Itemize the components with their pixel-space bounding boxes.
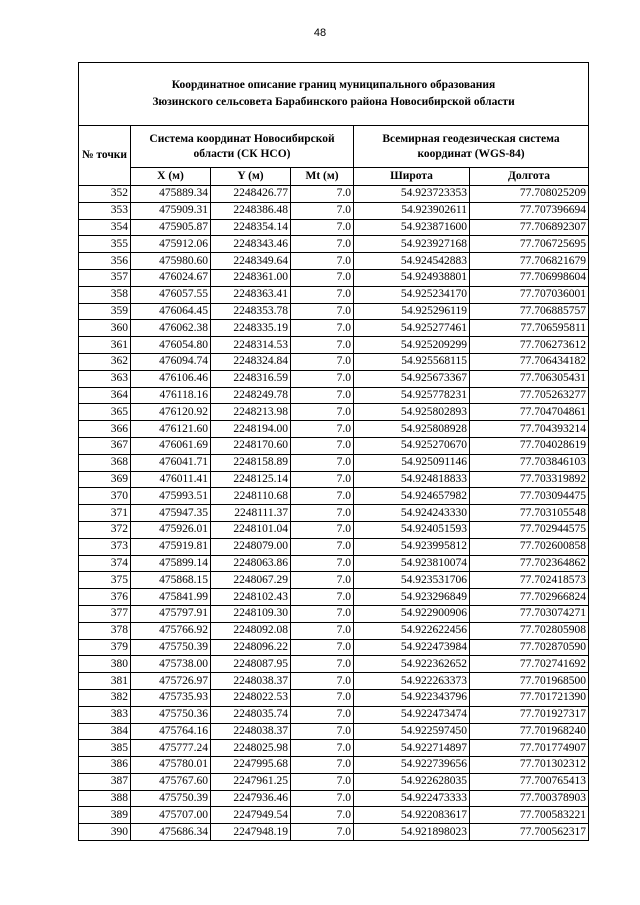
- longitude-cell: 77.705263277: [470, 387, 589, 404]
- x-cell: 475909.31: [131, 202, 211, 219]
- point-number-cell: 361: [79, 337, 131, 354]
- point-number-cell: 354: [79, 219, 131, 236]
- latitude-cell: 54.923995812: [354, 538, 470, 555]
- table-row: [79, 269, 589, 286]
- table-title-line-1: Координатное описание границ муниципального образования: [171, 79, 496, 91]
- table-row: [79, 639, 589, 656]
- latitude-cell: 54.922739656: [354, 757, 470, 774]
- table-row: [79, 773, 589, 790]
- y-cell: 2248063.86: [211, 555, 291, 572]
- point-number-cell: 358: [79, 286, 131, 303]
- y-cell: 2248426.77: [211, 186, 291, 203]
- x-cell: 475993.51: [131, 488, 211, 505]
- longitude-cell: 77.706725695: [470, 236, 589, 253]
- y-cell: 2248101.04: [211, 521, 291, 538]
- mt-cell: 7.0: [291, 186, 354, 203]
- longitude-cell: 77.704704861: [470, 404, 589, 421]
- table-row: [79, 353, 589, 370]
- table-row: [79, 673, 589, 690]
- x-cell: 475738.00: [131, 656, 211, 673]
- y-cell: 2248170.60: [211, 437, 291, 454]
- point-number-cell: 364: [79, 387, 131, 404]
- y-cell: 2248314.53: [211, 337, 291, 354]
- point-number-cell: 378: [79, 622, 131, 639]
- longitude-cell: 77.702944575: [470, 521, 589, 538]
- table-row: [79, 387, 589, 404]
- mt-cell: 7.0: [291, 656, 354, 673]
- mt-cell: 7.0: [291, 437, 354, 454]
- y-cell: 2247961.25: [211, 773, 291, 790]
- longitude-cell: 77.706998604: [470, 269, 589, 286]
- table-row: [79, 723, 589, 740]
- mt-cell: 7.0: [291, 337, 354, 354]
- mt-cell: 7.0: [291, 505, 354, 522]
- longitude-cell: 77.703319892: [470, 471, 589, 488]
- latitude-cell: 54.923871600: [354, 219, 470, 236]
- mt-cell: 7.0: [291, 723, 354, 740]
- y-cell: 2248324.84: [211, 353, 291, 370]
- y-cell: 2248353.78: [211, 303, 291, 320]
- table-row: [79, 538, 589, 555]
- mt-cell: 7.0: [291, 219, 354, 236]
- mt-cell: 7.0: [291, 706, 354, 723]
- longitude-cell: 77.708025209: [470, 186, 589, 203]
- mt-cell: 7.0: [291, 790, 354, 807]
- mt-cell: 7.0: [291, 673, 354, 690]
- point-number-cell: 380: [79, 656, 131, 673]
- y-cell: 2248361.00: [211, 269, 291, 286]
- mt-cell: 7.0: [291, 605, 354, 622]
- x-cell: 475899.14: [131, 555, 211, 572]
- longitude-cell: 77.701968240: [470, 723, 589, 740]
- latitude-cell: 54.923810074: [354, 555, 470, 572]
- table-title: [79, 63, 589, 126]
- point-number-cell: 368: [79, 454, 131, 471]
- mt-cell: 7.0: [291, 572, 354, 589]
- longitude-cell: 77.703094475: [470, 488, 589, 505]
- longitude-cell: 77.702805908: [470, 622, 589, 639]
- y-cell: 2248316.59: [211, 370, 291, 387]
- point-number-cell: 387: [79, 773, 131, 790]
- y-cell: 2248035.74: [211, 706, 291, 723]
- latitude-cell: 54.922473474: [354, 706, 470, 723]
- latitude-cell: 54.924542883: [354, 253, 470, 270]
- x-cell: 475926.01: [131, 521, 211, 538]
- longitude-cell: 77.703105548: [470, 505, 589, 522]
- point-number-cell: 374: [79, 555, 131, 572]
- x-cell: 475764.16: [131, 723, 211, 740]
- latitude-cell: 54.923902611: [354, 202, 470, 219]
- table-row: [79, 622, 589, 639]
- point-number-cell: 355: [79, 236, 131, 253]
- point-number-cell: 360: [79, 320, 131, 337]
- x-cell: 475735.93: [131, 689, 211, 706]
- header-point-number: № точки: [79, 126, 131, 186]
- coordinates-table: [78, 62, 589, 841]
- latitude-cell: 54.925270670: [354, 437, 470, 454]
- mt-cell: 7.0: [291, 689, 354, 706]
- latitude-cell: 54.923723353: [354, 186, 470, 203]
- longitude-cell: 77.706434182: [470, 353, 589, 370]
- header-y: Y (м): [211, 168, 291, 186]
- longitude-cell: 77.701968500: [470, 673, 589, 690]
- latitude-cell: 54.922628035: [354, 773, 470, 790]
- x-cell: 475777.24: [131, 740, 211, 757]
- y-cell: 2247948.19: [211, 824, 291, 841]
- longitude-cell: 77.707396694: [470, 202, 589, 219]
- table-row: [79, 757, 589, 774]
- y-cell: 2248109.30: [211, 605, 291, 622]
- table-row: [79, 521, 589, 538]
- table-row: [79, 790, 589, 807]
- y-cell: 2248079.00: [211, 538, 291, 555]
- mt-cell: 7.0: [291, 521, 354, 538]
- mt-cell: 7.0: [291, 353, 354, 370]
- latitude-cell: 54.925802893: [354, 404, 470, 421]
- mt-cell: 7.0: [291, 824, 354, 841]
- table-row: [79, 421, 589, 438]
- latitude-cell: 54.922263373: [354, 673, 470, 690]
- point-number-cell: 357: [79, 269, 131, 286]
- header-latitude: Широта: [354, 168, 470, 186]
- table-title-line-2: Зюзинского сельсовета Барабинского района Новосибирской области: [152, 96, 515, 108]
- x-cell: 476120.92: [131, 404, 211, 421]
- mt-cell: 7.0: [291, 454, 354, 471]
- longitude-cell: 77.707036001: [470, 286, 589, 303]
- table-row: [79, 572, 589, 589]
- x-cell: 475750.36: [131, 706, 211, 723]
- longitude-cell: 77.706821679: [470, 253, 589, 270]
- mt-cell: 7.0: [291, 421, 354, 438]
- x-cell: 475686.34: [131, 824, 211, 841]
- point-number-cell: 388: [79, 790, 131, 807]
- y-cell: 2248158.89: [211, 454, 291, 471]
- longitude-cell: 77.706305431: [470, 370, 589, 387]
- y-cell: 2248363.41: [211, 286, 291, 303]
- latitude-cell: 54.924818833: [354, 471, 470, 488]
- y-cell: 2248249.78: [211, 387, 291, 404]
- y-cell: 2248111.37: [211, 505, 291, 522]
- point-number-cell: 366: [79, 421, 131, 438]
- x-cell: 476024.67: [131, 269, 211, 286]
- point-number-cell: 375: [79, 572, 131, 589]
- table-row: [79, 689, 589, 706]
- longitude-cell: 77.706885757: [470, 303, 589, 320]
- latitude-cell: 54.922473984: [354, 639, 470, 656]
- longitude-cell: 77.702600858: [470, 538, 589, 555]
- latitude-cell: 54.924051593: [354, 521, 470, 538]
- table-row: [79, 488, 589, 505]
- point-number-cell: 384: [79, 723, 131, 740]
- latitude-cell: 54.923531706: [354, 572, 470, 589]
- point-number-cell: 383: [79, 706, 131, 723]
- table-row: [79, 437, 589, 454]
- longitude-cell: 77.700378903: [470, 790, 589, 807]
- table-row: [79, 656, 589, 673]
- y-cell: 2248194.00: [211, 421, 291, 438]
- y-cell: 2248386.48: [211, 202, 291, 219]
- x-cell: 475841.99: [131, 589, 211, 606]
- table-row: [79, 471, 589, 488]
- y-cell: 2248125.14: [211, 471, 291, 488]
- point-number-cell: 390: [79, 824, 131, 841]
- y-cell: 2248025.98: [211, 740, 291, 757]
- table-row: [79, 824, 589, 841]
- table-row: [79, 320, 589, 337]
- longitude-cell: 77.701927317: [470, 706, 589, 723]
- x-cell: 476041.71: [131, 454, 211, 471]
- table-row: [79, 404, 589, 421]
- y-cell: 2247949.54: [211, 807, 291, 824]
- point-number-cell: 352: [79, 186, 131, 203]
- mt-cell: 7.0: [291, 589, 354, 606]
- x-cell: 476121.60: [131, 421, 211, 438]
- latitude-cell: 54.925673367: [354, 370, 470, 387]
- point-number-cell: 353: [79, 202, 131, 219]
- mt-cell: 7.0: [291, 807, 354, 824]
- longitude-cell: 77.706595811: [470, 320, 589, 337]
- longitude-cell: 77.700562317: [470, 824, 589, 841]
- y-cell: 2247995.68: [211, 757, 291, 774]
- mt-cell: 7.0: [291, 740, 354, 757]
- x-cell: 475726.97: [131, 673, 211, 690]
- y-cell: 2248102.43: [211, 589, 291, 606]
- latitude-cell: 54.924657982: [354, 488, 470, 505]
- latitude-cell: 54.922083617: [354, 807, 470, 824]
- x-cell: 475947.35: [131, 505, 211, 522]
- y-cell: 2248067.29: [211, 572, 291, 589]
- longitude-cell: 77.704393214: [470, 421, 589, 438]
- longitude-cell: 77.702870590: [470, 639, 589, 656]
- header-nso-system: Система координат Новосибирской области (СК НСО): [131, 126, 354, 168]
- table-row: [79, 706, 589, 723]
- mt-cell: 7.0: [291, 387, 354, 404]
- table-row: [79, 505, 589, 522]
- latitude-cell: 54.922343796: [354, 689, 470, 706]
- mt-cell: 7.0: [291, 538, 354, 555]
- x-cell: 475919.81: [131, 538, 211, 555]
- x-cell: 476057.55: [131, 286, 211, 303]
- point-number-cell: 382: [79, 689, 131, 706]
- latitude-cell: 54.924243330: [354, 505, 470, 522]
- point-number-cell: 376: [79, 589, 131, 606]
- mt-cell: 7.0: [291, 320, 354, 337]
- latitude-cell: 54.925277461: [354, 320, 470, 337]
- point-number-cell: 365: [79, 404, 131, 421]
- y-cell: 2248087.95: [211, 656, 291, 673]
- latitude-cell: 54.925568115: [354, 353, 470, 370]
- mt-cell: 7.0: [291, 757, 354, 774]
- point-number-cell: 377: [79, 605, 131, 622]
- header-longitude: Долгота: [470, 168, 589, 186]
- point-number-cell: 389: [79, 807, 131, 824]
- longitude-cell: 77.701721390: [470, 689, 589, 706]
- point-number-cell: 367: [79, 437, 131, 454]
- mt-cell: 7.0: [291, 471, 354, 488]
- y-cell: 2248335.19: [211, 320, 291, 337]
- table-row: [79, 605, 589, 622]
- latitude-cell: 54.925091146: [354, 454, 470, 471]
- table-row: [79, 202, 589, 219]
- table-row: [79, 186, 589, 203]
- mt-cell: 7.0: [291, 286, 354, 303]
- point-number-cell: 381: [79, 673, 131, 690]
- longitude-cell: 77.702364862: [470, 555, 589, 572]
- table-row: [79, 454, 589, 471]
- x-cell: 475912.06: [131, 236, 211, 253]
- latitude-cell: 54.925778231: [354, 387, 470, 404]
- point-number-cell: 359: [79, 303, 131, 320]
- latitude-cell: 54.925234170: [354, 286, 470, 303]
- longitude-cell: 77.700583221: [470, 807, 589, 824]
- x-cell: 475766.92: [131, 622, 211, 639]
- x-cell: 476011.41: [131, 471, 211, 488]
- point-number-cell: 372: [79, 521, 131, 538]
- point-number-cell: 373: [79, 538, 131, 555]
- y-cell: 2248213.98: [211, 404, 291, 421]
- table-row: [79, 370, 589, 387]
- latitude-cell: 54.922473333: [354, 790, 470, 807]
- x-cell: 476118.16: [131, 387, 211, 404]
- latitude-cell: 54.925209299: [354, 337, 470, 354]
- longitude-cell: 77.701302312: [470, 757, 589, 774]
- point-number-cell: 379: [79, 639, 131, 656]
- x-cell: 475767.60: [131, 773, 211, 790]
- mt-cell: 7.0: [291, 639, 354, 656]
- table-row: [79, 589, 589, 606]
- point-number-cell: 386: [79, 757, 131, 774]
- table-body: [79, 186, 589, 841]
- y-cell: 2248110.68: [211, 488, 291, 505]
- table-row: [79, 286, 589, 303]
- mt-cell: 7.0: [291, 622, 354, 639]
- table-row: [79, 303, 589, 320]
- latitude-cell: 54.922714897: [354, 740, 470, 757]
- latitude-cell: 54.925808928: [354, 421, 470, 438]
- latitude-cell: 54.922900906: [354, 605, 470, 622]
- x-cell: 475750.39: [131, 639, 211, 656]
- y-cell: 2248343.46: [211, 236, 291, 253]
- mt-cell: 7.0: [291, 202, 354, 219]
- mt-cell: 7.0: [291, 555, 354, 572]
- x-cell: 476061.69: [131, 437, 211, 454]
- longitude-cell: 77.701774907: [470, 740, 589, 757]
- point-number-cell: 363: [79, 370, 131, 387]
- x-cell: 475797.91: [131, 605, 211, 622]
- x-cell: 475868.15: [131, 572, 211, 589]
- latitude-cell: 54.922597450: [354, 723, 470, 740]
- header-x: X (м): [131, 168, 211, 186]
- latitude-cell: 54.923296849: [354, 589, 470, 606]
- latitude-cell: 54.922622456: [354, 622, 470, 639]
- x-cell: 476054.80: [131, 337, 211, 354]
- table-row: [79, 555, 589, 572]
- point-number-cell: 371: [79, 505, 131, 522]
- x-cell: 476064.45: [131, 303, 211, 320]
- y-cell: 2248022.53: [211, 689, 291, 706]
- y-cell: 2248349.64: [211, 253, 291, 270]
- mt-cell: 7.0: [291, 236, 354, 253]
- y-cell: 2248038.37: [211, 723, 291, 740]
- y-cell: 2248092.08: [211, 622, 291, 639]
- mt-cell: 7.0: [291, 269, 354, 286]
- table-row: [79, 219, 589, 236]
- point-number-cell: 356: [79, 253, 131, 270]
- x-cell: 475780.01: [131, 757, 211, 774]
- longitude-cell: 77.703074271: [470, 605, 589, 622]
- table-row: [79, 740, 589, 757]
- latitude-cell: 54.924938801: [354, 269, 470, 286]
- longitude-cell: 77.702418573: [470, 572, 589, 589]
- x-cell: 475707.00: [131, 807, 211, 824]
- x-cell: 476094.74: [131, 353, 211, 370]
- table-row: [79, 337, 589, 354]
- y-cell: 2247936.46: [211, 790, 291, 807]
- latitude-cell: 54.923927168: [354, 236, 470, 253]
- page-number: 48: [313, 27, 327, 39]
- longitude-cell: 77.706273612: [470, 337, 589, 354]
- x-cell: 475905.87: [131, 219, 211, 236]
- point-number-cell: 385: [79, 740, 131, 757]
- longitude-cell: 77.703846103: [470, 454, 589, 471]
- mt-cell: 7.0: [291, 404, 354, 421]
- point-number-cell: 370: [79, 488, 131, 505]
- x-cell: 476062.38: [131, 320, 211, 337]
- latitude-cell: 54.921898023: [354, 824, 470, 841]
- point-number-cell: 369: [79, 471, 131, 488]
- table-row: [79, 253, 589, 270]
- y-cell: 2248354.14: [211, 219, 291, 236]
- table-row: [79, 807, 589, 824]
- x-cell: 475980.60: [131, 253, 211, 270]
- mt-cell: 7.0: [291, 773, 354, 790]
- table-row: [79, 236, 589, 253]
- longitude-cell: 77.702741692: [470, 656, 589, 673]
- x-cell: 475889.34: [131, 186, 211, 203]
- x-cell: 475750.39: [131, 790, 211, 807]
- mt-cell: 7.0: [291, 488, 354, 505]
- longitude-cell: 77.704028619: [470, 437, 589, 454]
- longitude-cell: 77.706892307: [470, 219, 589, 236]
- header-wgs-system: Всемирная геодезическая система координат (WGS-84): [354, 126, 589, 168]
- y-cell: 2248096.22: [211, 639, 291, 656]
- point-number-cell: 362: [79, 353, 131, 370]
- longitude-cell: 77.700765413: [470, 773, 589, 790]
- x-cell: 476106.46: [131, 370, 211, 387]
- mt-cell: 7.0: [291, 370, 354, 387]
- latitude-cell: 54.925296119: [354, 303, 470, 320]
- longitude-cell: 77.702966824: [470, 589, 589, 606]
- header-mt: Mt (м): [291, 168, 354, 186]
- mt-cell: 7.0: [291, 253, 354, 270]
- y-cell: 2248038.37: [211, 673, 291, 690]
- latitude-cell: 54.922362652: [354, 656, 470, 673]
- mt-cell: 7.0: [291, 303, 354, 320]
